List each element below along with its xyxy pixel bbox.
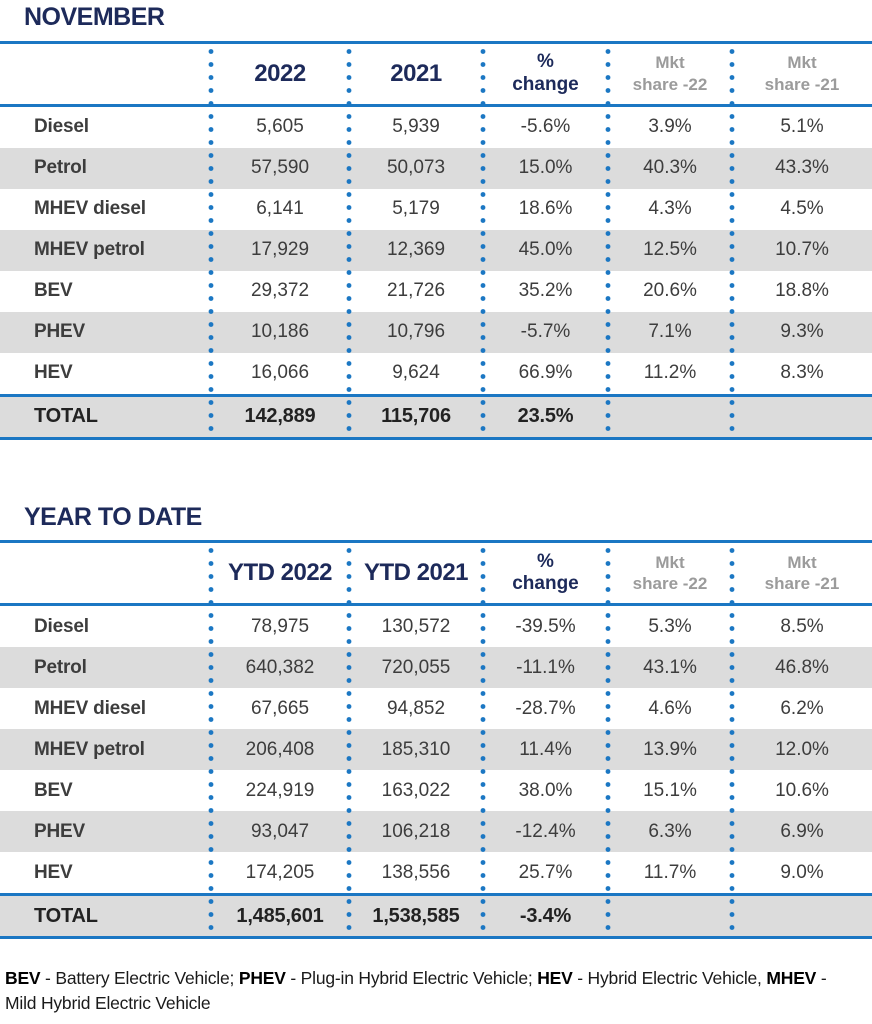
cell-value: 9.0% [780, 861, 824, 883]
header-year-2: 2021 [390, 59, 442, 87]
total-value-2021: 115,706 [381, 405, 451, 427]
header-year-1: 2022 [254, 59, 306, 87]
cell-value: 5,179 [392, 198, 440, 219]
row-label: BEV [34, 779, 73, 801]
cell-value: 10,186 [250, 321, 310, 342]
table-row [0, 729, 872, 770]
header-ytd-2022: YTD 2022 [227, 559, 333, 586]
cell-value: 163,022 [381, 779, 451, 801]
cell-value: 17,929 [250, 239, 310, 260]
november-table [0, 41, 872, 440]
header-pct-change [483, 551, 608, 596]
header-pct-change [483, 51, 608, 96]
cell-value: 93,047 [250, 820, 310, 842]
cell-value: 25.7% [518, 861, 573, 883]
cell-value: 11.7% [643, 861, 697, 883]
header-pct-change-line1: % [537, 51, 554, 73]
cell-value: 43.3% [775, 157, 829, 178]
cell-value: 5.3% [648, 615, 692, 637]
header-pct-change-line2: change [512, 73, 579, 95]
cell-value: 4.6% [648, 697, 692, 719]
total-label: TOTAL [34, 904, 98, 927]
table-row [0, 647, 872, 688]
row-label: BEV [34, 280, 73, 301]
header-mkt-share-21 [732, 552, 872, 595]
cell-value: 206,408 [245, 738, 315, 760]
header-mkt-share-21 [732, 52, 872, 95]
total-value-ytd-2021: 1,538,585 [372, 904, 460, 927]
table-row [0, 148, 872, 189]
cell-value: 11.2% [643, 362, 697, 383]
row-label: Diesel [34, 615, 89, 637]
table-row [0, 606, 872, 647]
total-value-ytd-2022: 1,485,601 [236, 904, 324, 927]
cell-value: 185,310 [381, 738, 451, 760]
cell-value: 57,590 [250, 157, 310, 178]
cell-value: 224,919 [245, 779, 315, 801]
cell-value: 9.3% [780, 321, 824, 342]
cell-value: -39.5% [515, 615, 576, 637]
row-label: HEV [34, 861, 73, 883]
cell-value: 12.5% [643, 239, 697, 260]
header-mkt-share-22-line1: Mkt [655, 53, 685, 73]
header-mkt-share-21-line2: share -21 [764, 74, 840, 94]
cell-value: 106,218 [381, 820, 451, 842]
cell-value: 3.9% [648, 116, 692, 137]
cell-value: 94,852 [386, 697, 446, 719]
cell-value: 78,975 [250, 615, 310, 637]
table-row [0, 107, 872, 148]
cell-value: 5,939 [392, 116, 440, 137]
cell-value: 18.8% [775, 280, 829, 301]
cell-value: 35.2% [518, 280, 573, 301]
cell-value: -5.7% [520, 321, 571, 342]
cell-value: 43.1% [643, 656, 697, 678]
cell-value: 6.9% [780, 820, 824, 842]
cell-value: 20.6% [643, 280, 697, 301]
cell-value: 138,556 [381, 861, 451, 883]
section-year-to-date [0, 504, 872, 940]
cell-value: -11.1% [516, 656, 575, 678]
table-row [0, 230, 872, 271]
header-mkt-share-22 [608, 552, 732, 595]
table-row [0, 688, 872, 729]
footnote-term: BEV [5, 968, 41, 988]
header-mkt-share-22-line2: share -22 [632, 74, 708, 94]
cell-value: 720,055 [381, 656, 451, 678]
header-mkt-share-22-line2: share -22 [632, 574, 708, 593]
abbreviation-footnote [0, 966, 872, 1017]
cell-value: 4.3% [648, 198, 692, 219]
row-label: Petrol [34, 157, 87, 178]
cell-value: 10,796 [386, 321, 446, 342]
cell-value: 174,205 [245, 861, 315, 883]
table-row [0, 189, 872, 230]
header-mkt-share-21-line1: Mkt [787, 552, 817, 572]
row-label: Petrol [34, 656, 87, 678]
cell-value: 10.6% [775, 779, 829, 801]
cell-value: 13.9% [643, 738, 697, 760]
cell-value: 8.3% [780, 362, 824, 383]
cell-value: 38.0% [518, 779, 573, 801]
table-row [0, 312, 872, 353]
cell-value: 15.0% [518, 157, 573, 178]
row-label: MHEV petrol [34, 239, 145, 260]
cell-value: 7.1% [648, 321, 692, 342]
header-mkt-share-22-line1: Mkt [655, 552, 685, 572]
table-body [0, 606, 872, 893]
cell-value: 5.1% [780, 116, 824, 137]
cell-value: 18.6% [518, 198, 573, 219]
cell-value: 12,369 [386, 239, 446, 260]
total-label: TOTAL [34, 405, 98, 427]
header-ytd-2021: YTD 2021 [363, 559, 469, 586]
total-row [0, 394, 872, 440]
table-body [0, 107, 872, 394]
section-title-november: NOVEMBER [24, 3, 165, 31]
total-value-2022: 142,889 [244, 405, 316, 427]
section-title-ytd: YEAR TO DATE [24, 502, 202, 531]
cell-value: 9,624 [392, 362, 440, 383]
cell-value: 16,066 [250, 362, 310, 383]
cell-value: 6,141 [256, 198, 304, 219]
cell-value: 10.7% [775, 239, 829, 260]
cell-value: 50,073 [386, 157, 446, 178]
footnote-term: MHEV [766, 968, 817, 988]
cell-value: 15.1% [643, 779, 697, 801]
cell-value: 4.5% [780, 198, 824, 219]
footnote-desc: - Plug-in Hybrid Electric Vehicle; [285, 968, 538, 988]
header-mkt-share-21-line2: share -21 [764, 574, 840, 593]
header-mkt-share-22 [608, 52, 732, 95]
cell-value: 67,665 [250, 697, 310, 719]
cell-value: 29,372 [250, 280, 310, 301]
header-pct-change-line2: change [512, 573, 579, 594]
cell-value: 130,572 [381, 615, 451, 637]
cell-value: 21,726 [386, 280, 446, 301]
table-row [0, 852, 872, 893]
cell-value: -5.6% [520, 116, 571, 137]
footnote-desc: - Hybrid Electric Vehicle, [572, 968, 767, 988]
table-row [0, 353, 872, 394]
total-pct-change: 23.5% [517, 405, 574, 427]
footnote-term: HEV [537, 968, 573, 988]
footnote-term: PHEV [238, 968, 286, 988]
row-label: Diesel [34, 116, 89, 137]
table-row [0, 811, 872, 852]
cell-value: 12.0% [775, 738, 829, 760]
row-label: HEV [34, 362, 73, 383]
cell-value: 11.4% [519, 738, 572, 760]
footnote-desc: - Battery Electric Vehicle; [40, 968, 239, 988]
cell-value: 40.3% [643, 157, 697, 178]
header-pct-change-line1: % [537, 550, 554, 572]
cell-value: -12.4% [515, 820, 576, 842]
total-row [0, 893, 872, 939]
row-label: PHEV [34, 820, 85, 842]
table-row [0, 770, 872, 811]
cell-value: 6.2% [780, 697, 824, 719]
cell-value: 46.8% [775, 656, 829, 678]
section-november [0, 4, 872, 440]
header-mkt-share-21-line1: Mkt [787, 53, 817, 73]
cell-value: 45.0% [518, 239, 573, 260]
ytd-table [0, 540, 872, 939]
row-label: PHEV [34, 321, 85, 342]
cell-value: 66.9% [518, 362, 573, 383]
cell-value: 640,382 [245, 656, 315, 678]
total-pct-change: -3.4% [519, 904, 572, 927]
table-row [0, 271, 872, 312]
footnote-desc: - Mild Hybrid Electric Vehicle [5, 968, 827, 1014]
row-label: MHEV petrol [34, 738, 145, 760]
cell-value: -28.7% [515, 697, 576, 719]
table-header-row [0, 540, 872, 606]
row-label: MHEV diesel [34, 198, 146, 219]
row-label: MHEV diesel [34, 697, 146, 719]
cell-value: 6.3% [648, 820, 692, 842]
cell-value: 5,605 [256, 116, 304, 137]
cell-value: 8.5% [780, 615, 824, 637]
table-header-row [0, 41, 872, 107]
